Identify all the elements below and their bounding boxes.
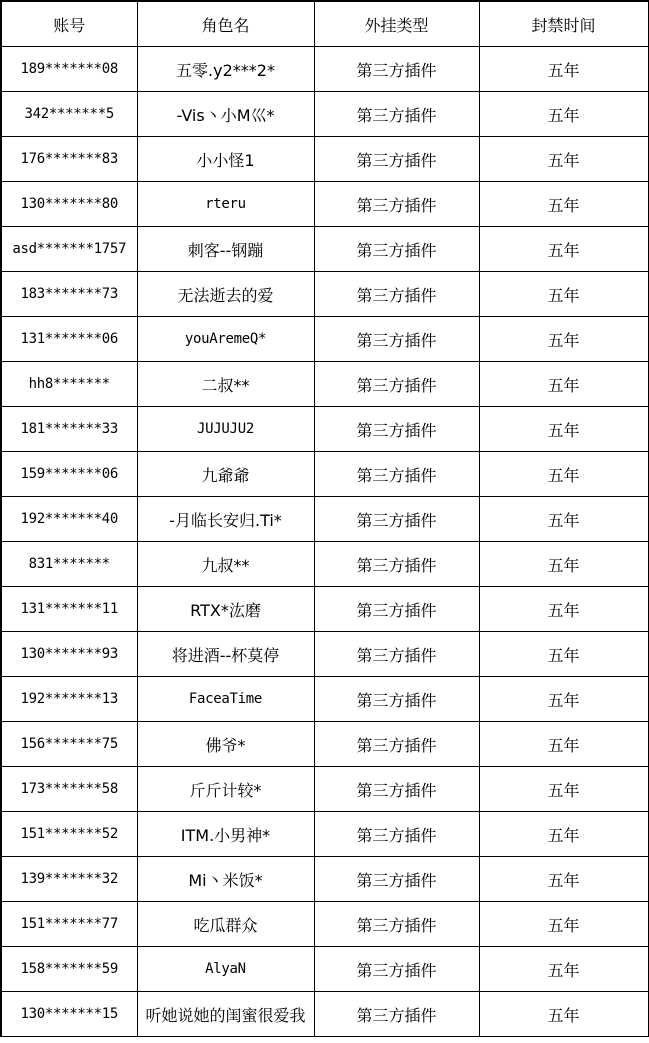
cheat-type-cell: 第三方插件 — [314, 362, 479, 407]
cheat-type-cell: 第三方插件 — [314, 317, 479, 362]
role-name-cell: JUJUJU2 — [137, 407, 314, 452]
ban-duration-cell: 五年 — [479, 362, 648, 407]
ban-duration-cell: 五年 — [479, 47, 648, 92]
ban-duration-cell: 五年 — [479, 497, 648, 542]
ban-duration-cell: 五年 — [479, 587, 648, 632]
table-row — [1, 992, 648, 1037]
role-name-cell: 小小怪1 — [137, 137, 314, 182]
account-cell: 131*******11 — [1, 587, 137, 632]
table-row — [1, 272, 648, 317]
ban-duration-cell: 五年 — [479, 947, 648, 992]
ban-duration-cell: 五年 — [479, 227, 648, 272]
cheat-type-cell: 第三方插件 — [314, 542, 479, 587]
table-row — [1, 587, 648, 632]
table-row — [1, 452, 648, 497]
table-row — [1, 92, 648, 137]
account-cell: asd*******1757 — [1, 227, 137, 272]
account-cell: 130*******15 — [1, 992, 137, 1037]
table-row — [1, 362, 648, 407]
role-name-cell: 无法逝去的爱 — [137, 272, 314, 317]
cheat-type-cell: 第三方插件 — [314, 722, 479, 767]
cheat-type-cell: 第三方插件 — [314, 497, 479, 542]
account-cell: 131*******06 — [1, 317, 137, 362]
table-row — [1, 497, 648, 542]
account-cell: 130*******80 — [1, 182, 137, 227]
account-cell: hh8******* — [1, 362, 137, 407]
role-name-cell: RTX*汯磨 — [137, 587, 314, 632]
role-name-cell: 听她说她的闺蜜很爱我 — [137, 992, 314, 1037]
header-cheat-type: 外挂类型 — [314, 1, 479, 47]
account-cell: 181*******33 — [1, 407, 137, 452]
role-name-cell: FaceaTime — [137, 677, 314, 722]
account-cell: 342*******5 — [1, 92, 137, 137]
cheat-type-cell: 第三方插件 — [314, 902, 479, 947]
table-body — [1, 47, 648, 1037]
table-row — [1, 317, 648, 362]
role-name-cell: 九爺爺 — [137, 452, 314, 497]
role-name-cell: 斤斤计较* — [137, 767, 314, 812]
ban-duration-cell: 五年 — [479, 857, 648, 902]
cheat-type-cell: 第三方插件 — [314, 857, 479, 902]
table-row — [1, 722, 648, 767]
cheat-type-cell: 第三方插件 — [314, 182, 479, 227]
cheat-type-cell: 第三方插件 — [314, 632, 479, 677]
table-row — [1, 182, 648, 227]
ban-duration-cell: 五年 — [479, 812, 648, 857]
role-name-cell: 二叔** — [137, 362, 314, 407]
account-cell: 173*******58 — [1, 767, 137, 812]
cheat-type-cell: 第三方插件 — [314, 767, 479, 812]
role-name-cell: 九叔** — [137, 542, 314, 587]
ban-duration-cell: 五年 — [479, 767, 648, 812]
cheat-type-cell: 第三方插件 — [314, 812, 479, 857]
role-name-cell: AlyaN — [137, 947, 314, 992]
role-name-cell: 吃瓜群众 — [137, 902, 314, 947]
role-name-cell: youAremeQ* — [137, 317, 314, 362]
cheat-type-cell: 第三方插件 — [314, 137, 479, 182]
table-row — [1, 632, 648, 677]
ban-duration-cell: 五年 — [479, 992, 648, 1037]
account-cell: 831******* — [1, 542, 137, 587]
account-cell: 159*******06 — [1, 452, 137, 497]
role-name-cell: -月临长安归.Ti* — [137, 497, 314, 542]
header-ban-duration: 封禁时间 — [479, 1, 648, 47]
cheat-type-cell: 第三方插件 — [314, 677, 479, 722]
account-cell: 192*******13 — [1, 677, 137, 722]
account-cell: 192*******40 — [1, 497, 137, 542]
account-cell: 183*******73 — [1, 272, 137, 317]
account-cell: 139*******32 — [1, 857, 137, 902]
header-account: 账号 — [1, 1, 137, 47]
account-cell: 156*******75 — [1, 722, 137, 767]
cheat-type-cell: 第三方插件 — [314, 227, 479, 272]
cheat-type-cell: 第三方插件 — [314, 407, 479, 452]
cheat-type-cell: 第三方插件 — [314, 947, 479, 992]
ban-duration-cell: 五年 — [479, 452, 648, 497]
table-row — [1, 47, 648, 92]
ban-duration-cell: 五年 — [479, 407, 648, 452]
role-name-cell: 将进酒--杯莫停 — [137, 632, 314, 677]
table-row — [1, 677, 648, 722]
ban-duration-cell: 五年 — [479, 317, 648, 362]
cheat-type-cell: 第三方插件 — [314, 47, 479, 92]
ban-duration-cell: 五年 — [479, 137, 648, 182]
ban-duration-cell: 五年 — [479, 542, 648, 587]
ban-duration-cell: 五年 — [479, 272, 648, 317]
account-cell: 151*******77 — [1, 902, 137, 947]
account-cell: 176*******83 — [1, 137, 137, 182]
account-cell: 130*******93 — [1, 632, 137, 677]
ban-duration-cell: 五年 — [479, 92, 648, 137]
cheat-type-cell: 第三方插件 — [314, 992, 479, 1037]
cheat-type-cell: 第三方插件 — [314, 272, 479, 317]
ban-duration-cell: 五年 — [479, 677, 648, 722]
table-row — [1, 812, 648, 857]
cheat-type-cell: 第三方插件 — [314, 452, 479, 497]
ban-duration-cell: 五年 — [479, 182, 648, 227]
ban-duration-cell: 五年 — [479, 722, 648, 767]
table-row — [1, 947, 648, 992]
cheat-type-cell: 第三方插件 — [314, 587, 479, 632]
role-name-cell: 佛爷* — [137, 722, 314, 767]
role-name-cell: Mi丶米饭* — [137, 857, 314, 902]
header-row — [1, 1, 648, 47]
table-row — [1, 137, 648, 182]
table-row — [1, 857, 648, 902]
role-name-cell: -Vis丶小M巛* — [137, 92, 314, 137]
header-role-name: 角色名 — [137, 1, 314, 47]
role-name-cell: rteru — [137, 182, 314, 227]
table-row — [1, 767, 648, 812]
table-row — [1, 407, 648, 452]
ban-duration-cell: 五年 — [479, 632, 648, 677]
account-cell: 189*******08 — [1, 47, 137, 92]
table-row — [1, 542, 648, 587]
role-name-cell: 五零.y2***2* — [137, 47, 314, 92]
table-row — [1, 227, 648, 272]
ban-duration-cell: 五年 — [479, 902, 648, 947]
cheat-type-cell: 第三方插件 — [314, 92, 479, 137]
role-name-cell: 刺客--钢蹦 — [137, 227, 314, 272]
role-name-cell: ITM.小男神* — [137, 812, 314, 857]
table-row — [1, 902, 648, 947]
account-cell: 151*******52 — [1, 812, 137, 857]
account-cell: 158*******59 — [1, 947, 137, 992]
